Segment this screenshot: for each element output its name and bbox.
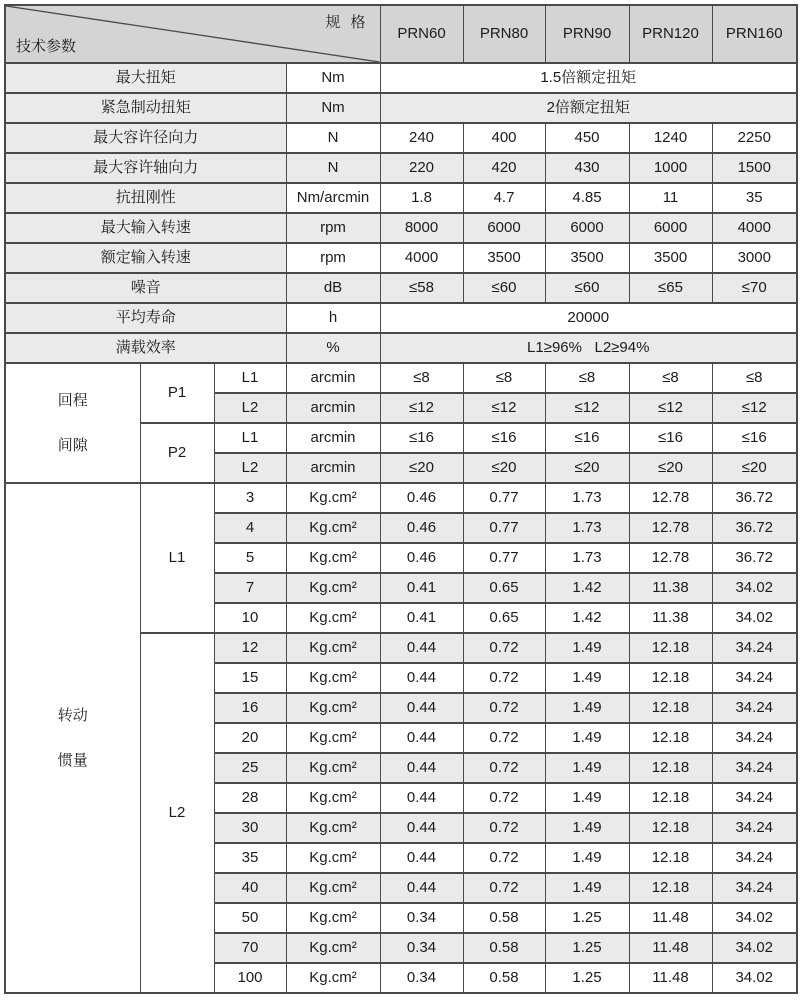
spec-label-cell: 最大扭矩 <box>5 63 286 93</box>
ratio-cell: 40 <box>214 873 286 903</box>
value-cell: 0.44 <box>380 873 463 903</box>
value-cell: 34.24 <box>712 723 797 753</box>
value-cell: 34.24 <box>712 633 797 663</box>
value-cell: 420 <box>463 153 545 183</box>
value-cell: 6000 <box>629 213 712 243</box>
ratio-cell: 16 <box>214 693 286 723</box>
value-cell: ≤16 <box>463 423 545 453</box>
value-cell: 0.65 <box>463 603 545 633</box>
value-cell: 0.34 <box>380 903 463 933</box>
table-row <box>5 483 797 513</box>
value-cell: 1.73 <box>545 483 629 513</box>
value-cell: 0.77 <box>463 513 545 543</box>
unit-cell: Kg.cm² <box>286 633 380 663</box>
value-cell: 1.42 <box>545 573 629 603</box>
value-cell: 11.48 <box>629 963 712 993</box>
value-cell: ≤20 <box>629 453 712 483</box>
value-cell: 1.49 <box>545 813 629 843</box>
inertia-section-label-cell <box>5 483 140 993</box>
value-cell: 1.25 <box>545 933 629 963</box>
value-cell: 1.25 <box>545 903 629 933</box>
unit-cell: Kg.cm² <box>286 873 380 903</box>
table-row <box>5 273 797 303</box>
value-cell: 12.18 <box>629 783 712 813</box>
value-cell: 4.7 <box>463 183 545 213</box>
value-cell: ≤8 <box>545 363 629 393</box>
unit-cell: rpm <box>286 213 380 243</box>
value-cell: 400 <box>463 123 545 153</box>
value-cell: 35 <box>712 183 797 213</box>
value-cell: 12.18 <box>629 663 712 693</box>
spec-label-cell: 最大容许径向力 <box>5 123 286 153</box>
model-header: PRN90 <box>545 5 629 63</box>
ratio-cell: 15 <box>214 663 286 693</box>
value-cell: ≤20 <box>545 453 629 483</box>
spec-table <box>4 4 798 994</box>
value-cell: ≤65 <box>629 273 712 303</box>
value-cell: ≤60 <box>463 273 545 303</box>
unit-cell: Kg.cm² <box>286 783 380 813</box>
value-cell: 4000 <box>712 213 797 243</box>
value-cell: 0.41 <box>380 573 463 603</box>
value-cell: 12.18 <box>629 843 712 873</box>
value-cell: 0.44 <box>380 753 463 783</box>
table-row <box>5 363 797 393</box>
unit-cell: Kg.cm² <box>286 693 380 723</box>
value-cell: 0.44 <box>380 663 463 693</box>
value-cell: 11.48 <box>629 903 712 933</box>
value-cell: 0.72 <box>463 753 545 783</box>
value-cell: 0.72 <box>463 843 545 873</box>
value-cell: 0.44 <box>380 723 463 753</box>
value-cell: 1.73 <box>545 513 629 543</box>
value-cell: 34.02 <box>712 933 797 963</box>
unit-cell: dB <box>286 273 380 303</box>
value-cell: ≤8 <box>629 363 712 393</box>
value-cell: 1.49 <box>545 843 629 873</box>
value-cell: 34.24 <box>712 843 797 873</box>
span-value-cell: 2倍额定扭矩 <box>380 93 797 123</box>
unit-cell: Kg.cm² <box>286 963 380 993</box>
ratio-cell: 50 <box>214 903 286 933</box>
spec-label-cell: 紧急制动扭矩 <box>5 93 286 123</box>
value-cell: 11.48 <box>629 933 712 963</box>
value-cell: ≤8 <box>712 363 797 393</box>
param-corner-label: 技术参数 <box>16 37 77 55</box>
value-cell: 12.18 <box>629 753 712 783</box>
ratio-cell: 4 <box>214 513 286 543</box>
spec-label-cell: 额定输入转速 <box>5 243 286 273</box>
table-row <box>5 93 797 123</box>
unit-cell: arcmin <box>286 453 380 483</box>
ratio-cell: 12 <box>214 633 286 663</box>
unit-cell: arcmin <box>286 423 380 453</box>
value-cell: 0.72 <box>463 873 545 903</box>
value-cell: 450 <box>545 123 629 153</box>
unit-cell: Kg.cm² <box>286 723 380 753</box>
unit-cell: Kg.cm² <box>286 813 380 843</box>
value-cell: ≤12 <box>463 393 545 423</box>
unit-cell: % <box>286 333 380 363</box>
value-cell: 6000 <box>545 213 629 243</box>
value-cell: 0.41 <box>380 603 463 633</box>
value-cell: ≤58 <box>380 273 463 303</box>
value-cell: 4.85 <box>545 183 629 213</box>
value-cell: ≤12 <box>712 393 797 423</box>
table-row <box>5 213 797 243</box>
value-cell: 0.72 <box>463 783 545 813</box>
value-cell: 12.18 <box>629 633 712 663</box>
unit-cell: Kg.cm² <box>286 543 380 573</box>
value-cell: 12.78 <box>629 543 712 573</box>
unit-cell: Kg.cm² <box>286 513 380 543</box>
spec-corner-label: 规 格 <box>325 14 369 31</box>
ratio-cell: 3 <box>214 483 286 513</box>
ratio-cell: 35 <box>214 843 286 873</box>
ratio-cell: 7 <box>214 573 286 603</box>
ratio-cell: 20 <box>214 723 286 753</box>
value-cell: 0.44 <box>380 843 463 873</box>
backlash-section-label-cell-line: 间隙 <box>57 436 88 454</box>
span-value-cell: 20000 <box>380 303 797 333</box>
spec-label-cell: 最大输入转速 <box>5 213 286 243</box>
ratio-cell: 70 <box>214 933 286 963</box>
value-cell: 1500 <box>712 153 797 183</box>
value-cell: 11.38 <box>629 573 712 603</box>
unit-cell: rpm <box>286 243 380 273</box>
span-value-cell: 1.5倍额定扭矩 <box>380 63 797 93</box>
unit-cell: N <box>286 153 380 183</box>
value-cell: ≤70 <box>712 273 797 303</box>
stage-cell: L2 <box>214 393 286 423</box>
table-row <box>5 153 797 183</box>
value-cell: 12.18 <box>629 813 712 843</box>
unit-cell: Nm/arcmin <box>286 183 380 213</box>
stage-group-cell: L1 <box>140 483 214 633</box>
value-cell: 36.72 <box>712 513 797 543</box>
unit-cell: Kg.cm² <box>286 663 380 693</box>
unit-cell: Kg.cm² <box>286 483 380 513</box>
value-cell: 12.78 <box>629 513 712 543</box>
backlash-section-label-cell-line: 回程 <box>57 392 88 410</box>
spec-label-cell: 平均寿命 <box>5 303 286 333</box>
value-cell: 1.8 <box>380 183 463 213</box>
stage-cell: L2 <box>214 453 286 483</box>
corner-cell <box>5 5 380 63</box>
value-cell: 1.49 <box>545 693 629 723</box>
value-cell: ≤60 <box>545 273 629 303</box>
model-header: PRN60 <box>380 5 463 63</box>
value-cell: 2250 <box>712 123 797 153</box>
value-cell: ≤16 <box>629 423 712 453</box>
value-cell: ≤16 <box>712 423 797 453</box>
value-cell: 34.24 <box>712 813 797 843</box>
value-cell: 0.58 <box>463 903 545 933</box>
value-cell: 0.72 <box>463 693 545 723</box>
value-cell: 1.73 <box>545 543 629 573</box>
value-cell: 0.77 <box>463 483 545 513</box>
model-header: PRN80 <box>463 5 545 63</box>
table-row <box>5 333 797 363</box>
unit-cell: Kg.cm² <box>286 603 380 633</box>
value-cell: 1.49 <box>545 723 629 753</box>
value-cell: 34.02 <box>712 903 797 933</box>
value-cell: 1.49 <box>545 873 629 903</box>
value-cell: 34.24 <box>712 753 797 783</box>
inertia-section-label-cell-line: 惯量 <box>57 751 88 769</box>
value-cell: 6000 <box>463 213 545 243</box>
value-cell: 11 <box>629 183 712 213</box>
ratio-cell: 28 <box>214 783 286 813</box>
value-cell: 8000 <box>380 213 463 243</box>
unit-cell: arcmin <box>286 393 380 423</box>
value-cell: 36.72 <box>712 543 797 573</box>
value-cell: 0.46 <box>380 543 463 573</box>
header-row <box>5 5 797 63</box>
value-cell: 0.72 <box>463 663 545 693</box>
value-cell: 12.78 <box>629 483 712 513</box>
inertia-section-label-cell-line: 转动 <box>57 707 88 725</box>
unit-cell: Kg.cm² <box>286 753 380 783</box>
value-cell: 0.44 <box>380 633 463 663</box>
table-row <box>5 243 797 273</box>
value-cell: 220 <box>380 153 463 183</box>
value-cell: ≤8 <box>380 363 463 393</box>
span-value-cell: L1≥96% L2≥94% <box>380 333 797 363</box>
value-cell: 3500 <box>629 243 712 273</box>
precision-group-cell: P2 <box>140 423 214 483</box>
value-cell: 36.72 <box>712 483 797 513</box>
value-cell: ≤12 <box>380 393 463 423</box>
value-cell: 1.49 <box>545 633 629 663</box>
value-cell: 34.24 <box>712 783 797 813</box>
value-cell: 0.44 <box>380 783 463 813</box>
value-cell: 12.18 <box>629 723 712 753</box>
unit-cell: Nm <box>286 63 380 93</box>
table-row <box>5 303 797 333</box>
value-cell: 34.02 <box>712 573 797 603</box>
value-cell: ≤12 <box>545 393 629 423</box>
unit-cell: N <box>286 123 380 153</box>
precision-group-cell: P1 <box>140 363 214 423</box>
ratio-cell: 5 <box>214 543 286 573</box>
ratio-cell: 100 <box>214 963 286 993</box>
unit-cell: Kg.cm² <box>286 903 380 933</box>
value-cell: ≤12 <box>629 393 712 423</box>
model-header: PRN120 <box>629 5 712 63</box>
value-cell: 0.65 <box>463 573 545 603</box>
value-cell: ≤16 <box>380 423 463 453</box>
value-cell: 0.58 <box>463 933 545 963</box>
value-cell: 11.38 <box>629 603 712 633</box>
table-row <box>5 123 797 153</box>
ratio-cell: 30 <box>214 813 286 843</box>
spec-table-body <box>5 5 797 993</box>
value-cell: 1.49 <box>545 753 629 783</box>
value-cell: ≤20 <box>463 453 545 483</box>
stage-group-cell: L2 <box>140 633 214 993</box>
unit-cell: h <box>286 303 380 333</box>
value-cell: 1.49 <box>545 783 629 813</box>
value-cell: 1.49 <box>545 663 629 693</box>
ratio-cell: 10 <box>214 603 286 633</box>
unit-cell: arcmin <box>286 363 380 393</box>
value-cell: 0.46 <box>380 513 463 543</box>
unit-cell: Kg.cm² <box>286 573 380 603</box>
spec-label-cell: 噪音 <box>5 273 286 303</box>
value-cell: 34.24 <box>712 873 797 903</box>
value-cell: 0.46 <box>380 483 463 513</box>
unit-cell: Nm <box>286 93 380 123</box>
value-cell: 1240 <box>629 123 712 153</box>
spec-label-cell: 最大容许轴向力 <box>5 153 286 183</box>
table-row <box>5 183 797 213</box>
unit-cell: Kg.cm² <box>286 843 380 873</box>
value-cell: 34.24 <box>712 663 797 693</box>
stage-cell: L1 <box>214 423 286 453</box>
value-cell: ≤8 <box>463 363 545 393</box>
value-cell: 4000 <box>380 243 463 273</box>
value-cell: 430 <box>545 153 629 183</box>
ratio-cell: 25 <box>214 753 286 783</box>
backlash-section-label-cell <box>5 363 140 483</box>
value-cell: 3500 <box>545 243 629 273</box>
value-cell: 240 <box>380 123 463 153</box>
value-cell: 1.42 <box>545 603 629 633</box>
value-cell: 0.72 <box>463 813 545 843</box>
value-cell: ≤20 <box>380 453 463 483</box>
value-cell: 34.02 <box>712 963 797 993</box>
value-cell: 34.02 <box>712 603 797 633</box>
value-cell: 3000 <box>712 243 797 273</box>
value-cell: 0.77 <box>463 543 545 573</box>
value-cell: ≤20 <box>712 453 797 483</box>
unit-cell: Kg.cm² <box>286 933 380 963</box>
table-row <box>5 63 797 93</box>
value-cell: 0.44 <box>380 693 463 723</box>
value-cell: 0.34 <box>380 963 463 993</box>
spec-label-cell: 满载效率 <box>5 333 286 363</box>
value-cell: 0.72 <box>463 723 545 753</box>
value-cell: 0.44 <box>380 813 463 843</box>
value-cell: 0.34 <box>380 933 463 963</box>
value-cell: 3500 <box>463 243 545 273</box>
value-cell: 1000 <box>629 153 712 183</box>
value-cell: 0.58 <box>463 963 545 993</box>
stage-cell: L1 <box>214 363 286 393</box>
model-header: PRN160 <box>712 5 797 63</box>
spec-label-cell: 抗扭刚性 <box>5 183 286 213</box>
value-cell: 34.24 <box>712 693 797 723</box>
value-cell: 0.72 <box>463 633 545 663</box>
value-cell: 12.18 <box>629 693 712 723</box>
value-cell: 12.18 <box>629 873 712 903</box>
value-cell: 1.25 <box>545 963 629 993</box>
value-cell: ≤16 <box>545 423 629 453</box>
